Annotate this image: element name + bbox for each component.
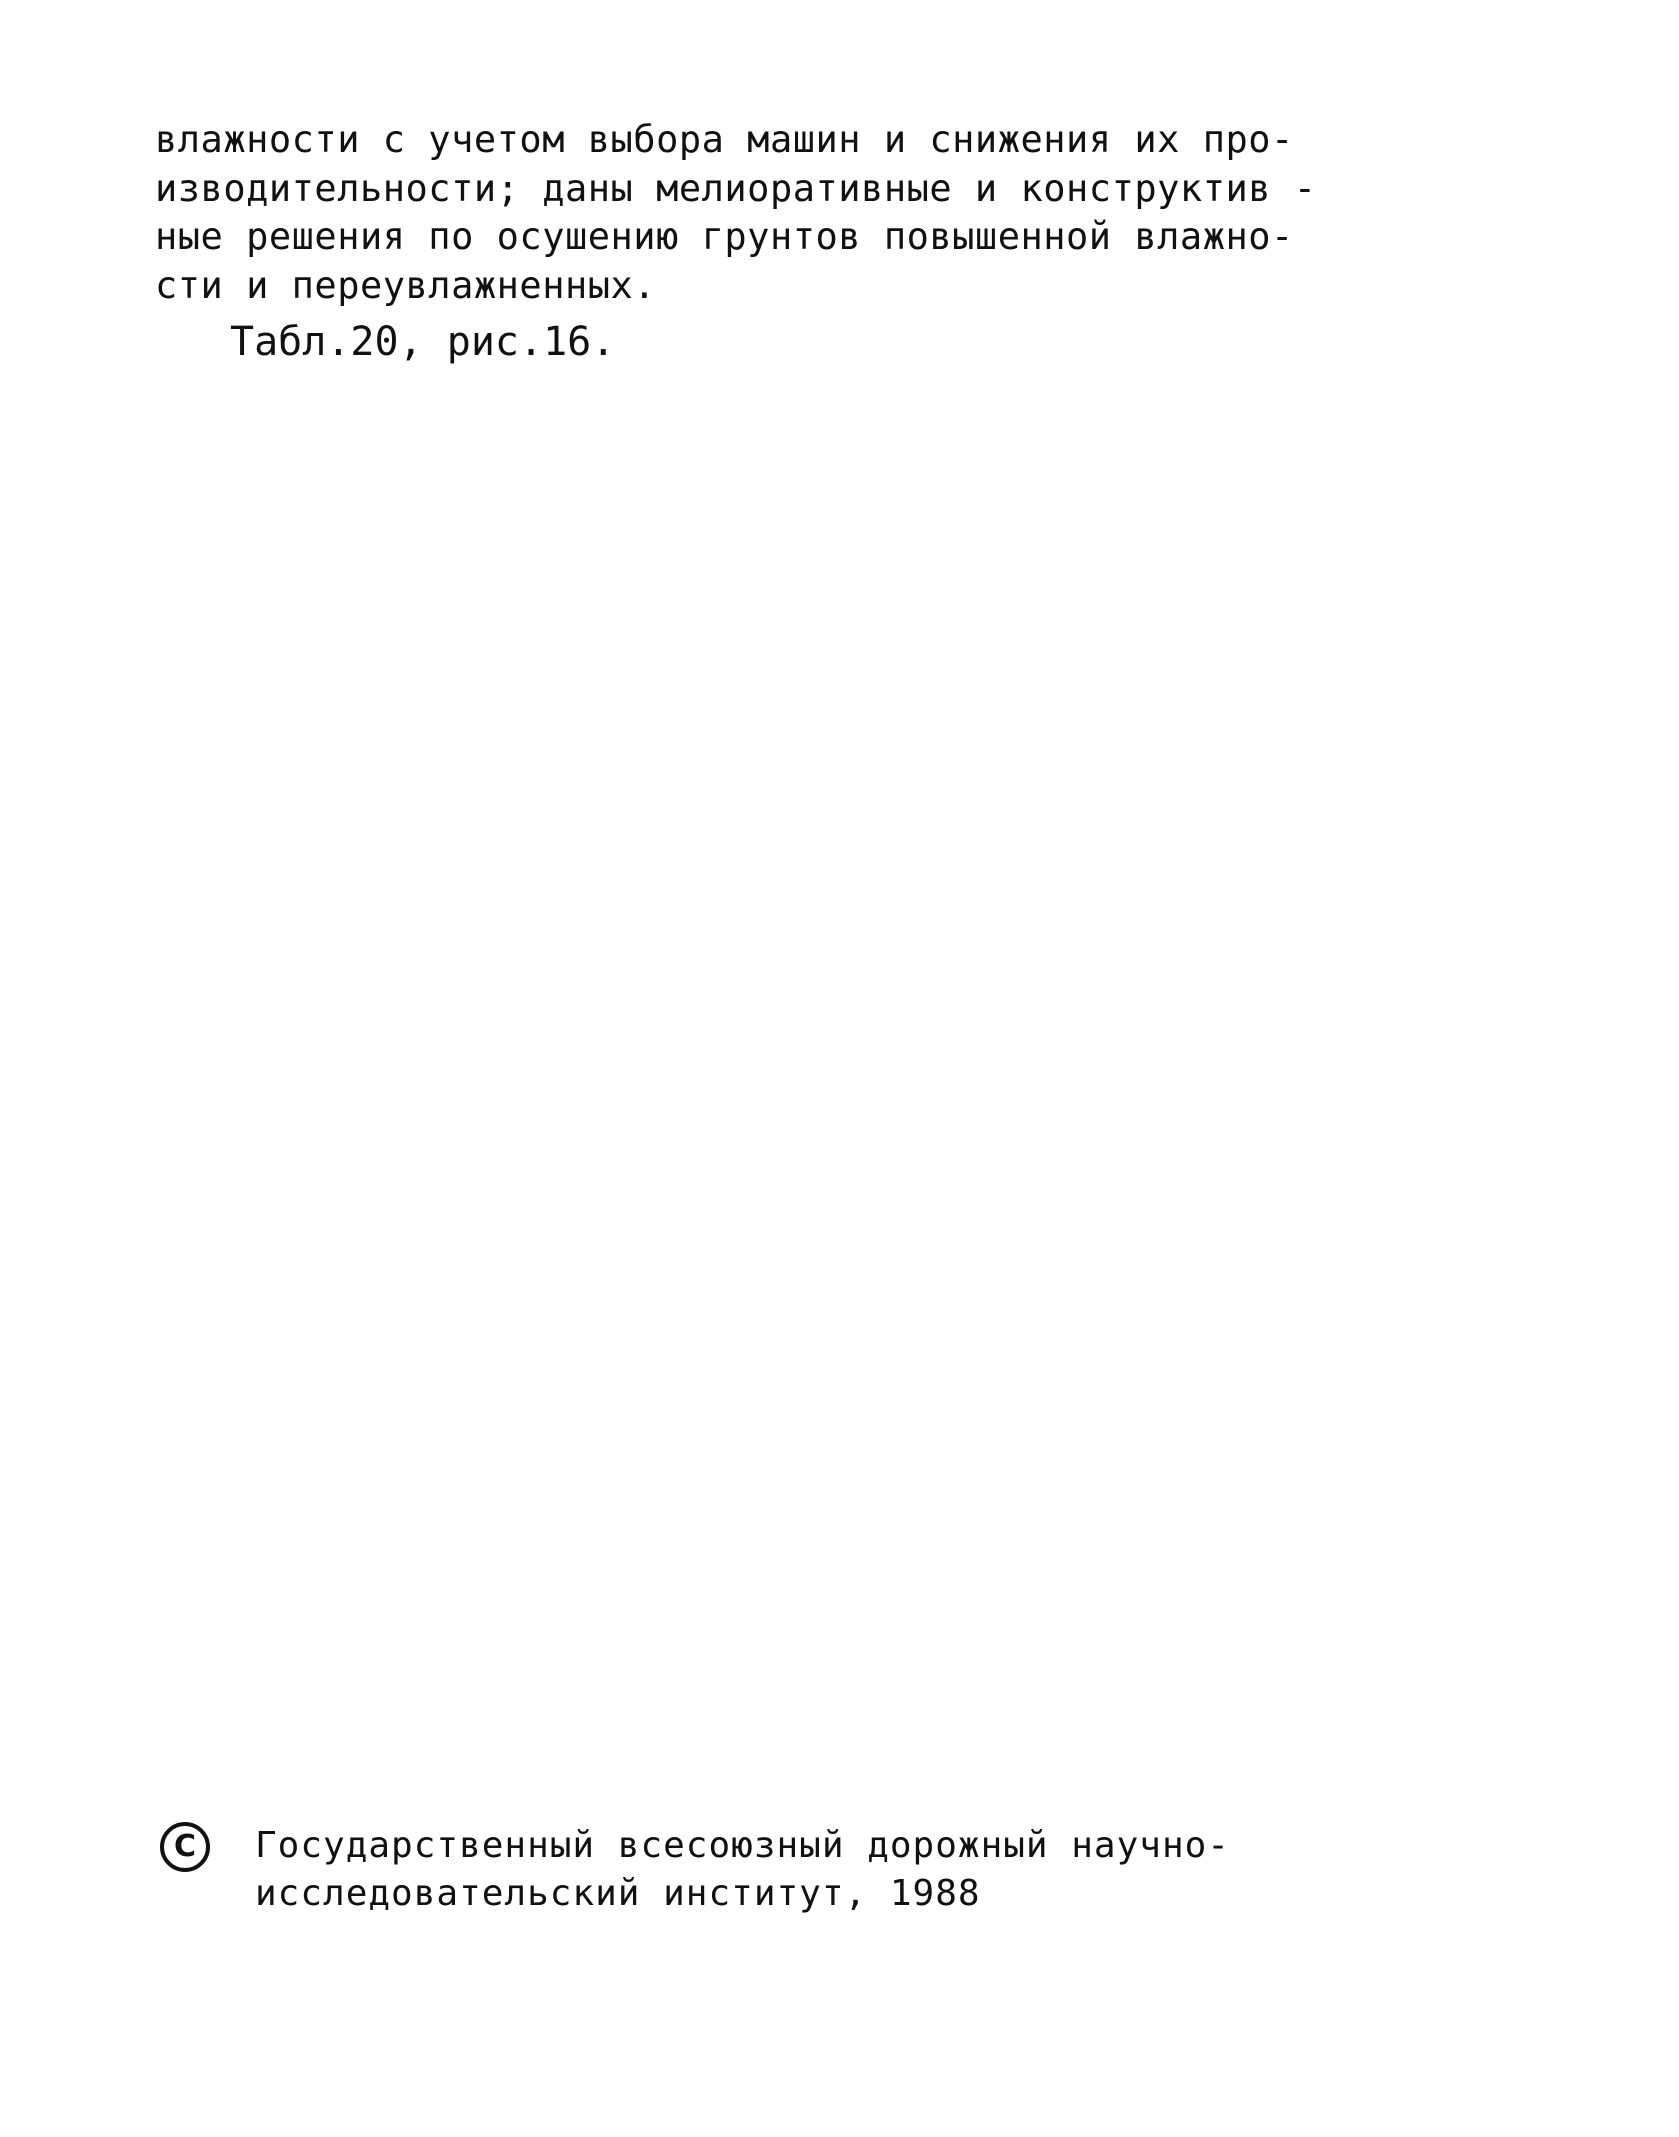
copyright-line: Государственный всесоюзный дорожный научно- [255,1825,1230,1866]
abstract-line: ные решения по осушению грунтов повышенной влажно- [155,215,1294,258]
abstract-line: сти и переувлажненных. [155,263,657,307]
abstract-line: влажности с учетом выбора машин и снижения их про- [155,118,1294,161]
abstract-paragraph [155,116,1455,310]
copyright-text [255,1822,1405,1918]
abstract-line: изводительности; даны мелиоративные и конструктив - [155,166,1317,210]
copyright-icon: C [160,1822,210,1872]
table-figure-count: Табл.20, рис.16. [230,319,616,365]
copyright-line: исследовательский институт, 1988 [255,1873,981,1914]
